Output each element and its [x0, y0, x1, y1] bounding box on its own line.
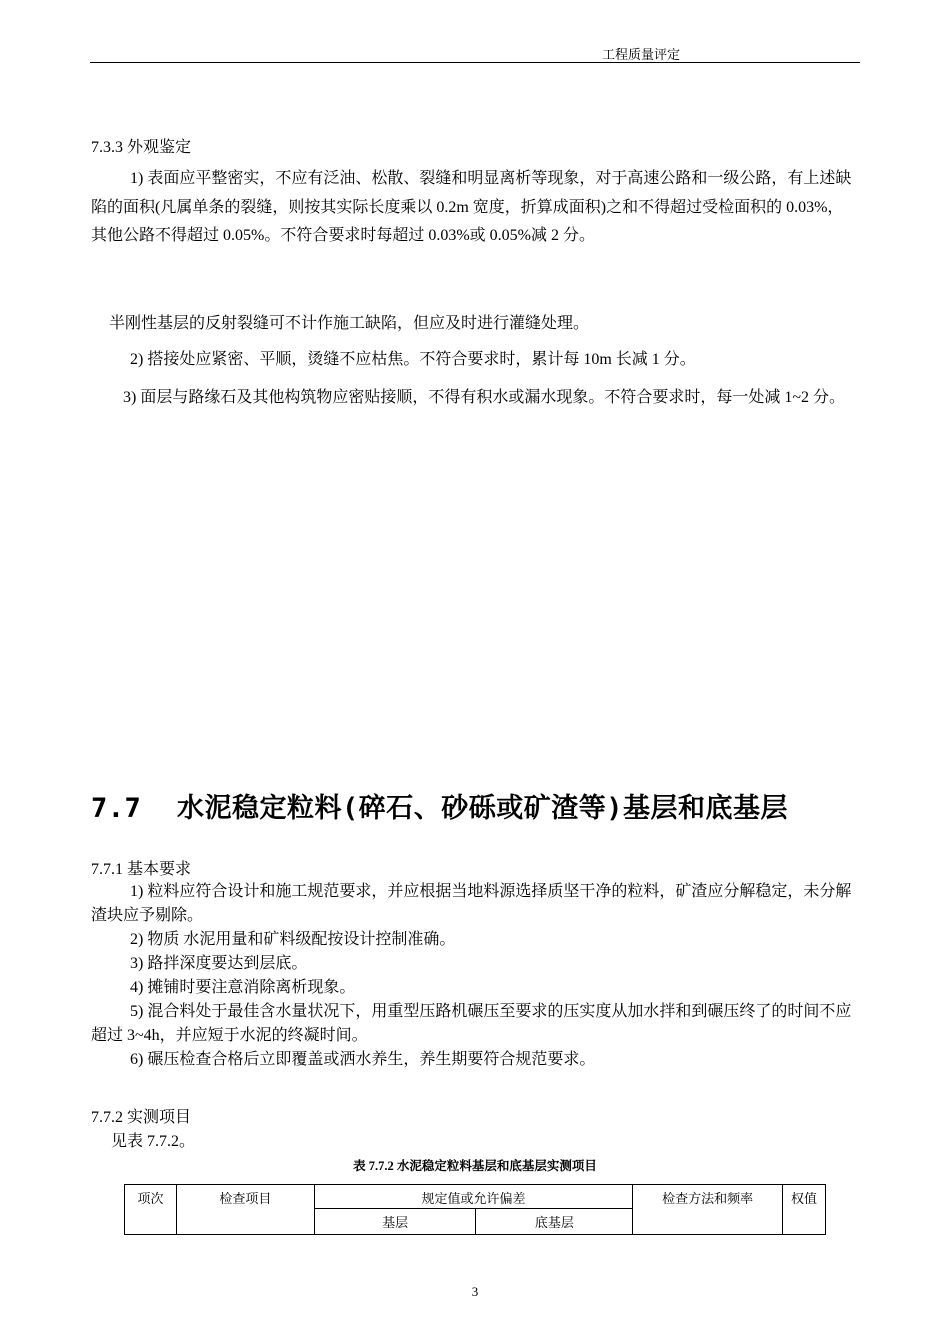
table-reference: 见表 7.7.2。	[111, 1133, 196, 1150]
header-tolerance: 规定值或允许偏差	[314, 1185, 633, 1209]
header-title: 工程质量评定	[601, 47, 680, 62]
header-weight: 权值	[783, 1185, 826, 1235]
list-item: 1) 粒料应符合设计和施工规范要求，并应根据当地料源选择质坚干净的粒料，矿渣应分解稳定，未分解渣块应予剔除。	[91, 883, 852, 924]
list-item: 3) 路拌深度要达到层底。	[130, 955, 308, 972]
list-item: 6) 碾压检查合格后立即覆盖或洒水养生，养生期要符合规范要求。	[130, 1051, 596, 1068]
paragraph: 3) 面层与路缘石及其他构筑物应密贴接顺，不得有积水或漏水现象。不符合要求时，每一处减 1~2 分。	[123, 389, 845, 406]
chapter-number: 7.7	[91, 793, 142, 824]
paragraph: 2) 搭接处应紧密、平顺，烫缝不应枯焦。不符合要求时，累计每 10m 长减 1 分。	[130, 351, 696, 368]
section-heading-7-3-3: 7.3.3 外观鉴定	[91, 139, 192, 156]
paragraph: 半刚性基层的反射裂缝可不计作施工缺陷，但应及时进行灌缝处理。	[109, 315, 590, 332]
header-divider	[90, 62, 860, 63]
list-item: 5) 混合料处于最佳含水量状况下，用重型压路机碾压至要求的压实度从加水拌和到碾压终了的时间不应超过 3~4h，并应短于水泥的终凝时间。	[91, 1003, 852, 1044]
chapter-title: 水泥稳定粒料(碎石、砂砾或矿渣等)基层和底基层	[177, 793, 789, 824]
header-base: 基层	[314, 1209, 476, 1235]
header-subbase: 底基层	[476, 1209, 633, 1235]
table-header-row	[125, 1185, 826, 1209]
list-item: 2) 物质 水泥用量和矿料级配按设计控制准确。	[130, 931, 456, 948]
inspection-table	[124, 1184, 826, 1235]
list-item: 4) 摊铺时要注意消除离析现象。	[130, 979, 356, 996]
chapter-heading-7-7	[91, 786, 788, 825]
table-caption: 表 7.7.2 水泥稳定粒料基层和底基层实测项目	[353, 1159, 597, 1173]
header-item: 检查项目	[176, 1185, 314, 1235]
page-number: 3	[471, 1284, 479, 1299]
section-heading-7-7-2: 7.7.2 实测项目	[91, 1109, 192, 1126]
section-heading-7-7-1: 7.7.1 基本要求	[91, 861, 192, 878]
header-method: 检查方法和频率	[633, 1185, 783, 1235]
requirements-list	[91, 880, 859, 1072]
header-seq: 项次	[125, 1185, 177, 1235]
paragraph: 1) 表面应平整密实，不应有泛油、松散、裂缝和明显离析等现象，对于高速公路和一级公路，有上述缺陷的面积(凡属单条的裂缝，则按其实际长度乘以 0.2m 宽度，折算成面积)之和不得超过受检面积的 0.03%，其他公路不得超过 0.05%。不符合要求时每超过 0.03%或 0.05%减 2 分。	[91, 170, 852, 244]
